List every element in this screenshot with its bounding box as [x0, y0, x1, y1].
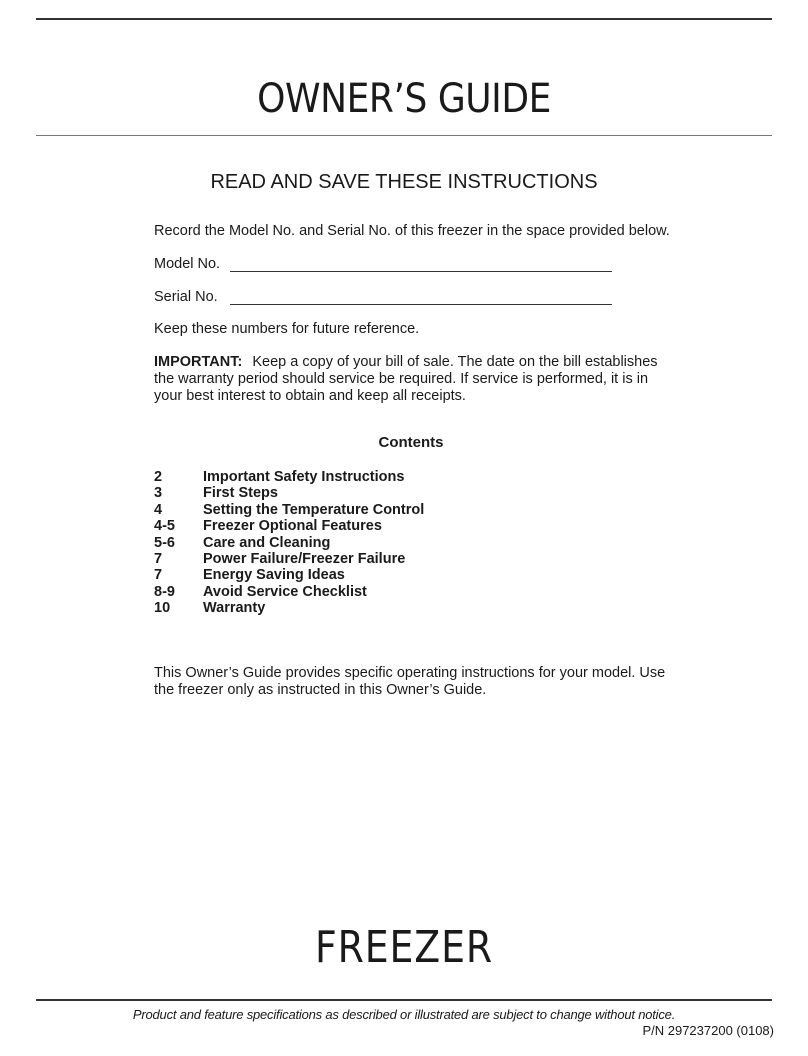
toc-title: Power Failure/Freezer Failure: [203, 550, 406, 567]
toc-title: Energy Saving Ideas: [203, 567, 345, 584]
toc-item: [154, 584, 424, 600]
toc-item: [154, 469, 424, 485]
toc-page: 7: [154, 567, 163, 584]
toc-page: 8-9: [154, 583, 175, 600]
toc-item: [154, 600, 424, 616]
toc-title: Warranty: [203, 600, 266, 617]
toc-item: [154, 485, 424, 501]
model-number-field: [154, 256, 220, 272]
contents-heading: Contents: [378, 434, 444, 451]
specifications-disclaimer: Product and feature specifications as described or illustrated are subject to change without notice.: [132, 1007, 676, 1022]
toc-item: [154, 551, 424, 567]
toc-title: Care and Cleaning: [203, 534, 331, 551]
subtitle: READ AND SAVE THESE INSTRUCTIONS: [210, 171, 598, 193]
guide-usage-note: This Owner’s Guide provides specific operating instructions for your model. Use the freezer only as instructed in this Owner’s Guide.: [154, 665, 666, 698]
toc-item: [154, 535, 424, 551]
important-label: IMPORTANT:: [154, 354, 243, 370]
keep-numbers-note: Keep these numbers for future reference.: [154, 321, 420, 337]
model-number-blank: [230, 271, 612, 272]
toc-page: 3: [154, 485, 163, 502]
part-number: P/N 297237200 (0108): [642, 1023, 774, 1038]
toc-page: 2: [154, 469, 163, 485]
toc-item: [154, 518, 424, 534]
toc-title: Freezer Optional Features: [203, 518, 382, 535]
serial-number-field: [154, 289, 218, 305]
product-name: FREEZER: [314, 922, 494, 973]
record-instructions: Record the Model No. and Serial No. of this freezer in the space provided below.: [154, 223, 670, 239]
toc-item: [154, 502, 424, 518]
page-title: OWNER’S GUIDE: [257, 76, 551, 122]
important-note: [154, 354, 674, 405]
top-rule: [36, 18, 772, 20]
toc-item: [154, 567, 424, 583]
toc-page: 4-5: [154, 518, 175, 535]
important-text: Keep a copy of your bill of sale. The date on the bill establishes the warranty period should service be required. If service is performed, it is in your best interest to obtain and keep all receipts.: [154, 354, 658, 404]
serial-number-label: Serial No.: [154, 289, 218, 305]
serial-number-blank: [230, 304, 612, 305]
toc-title: Important Safety Instructions: [203, 469, 405, 485]
toc-title: First Steps: [203, 485, 278, 502]
toc-title: Setting the Temperature Control: [203, 501, 425, 518]
toc-page: 10: [154, 600, 171, 617]
title-divider: [36, 135, 772, 136]
toc-page: 4: [154, 501, 163, 518]
table-of-contents: [154, 469, 424, 617]
toc-title: Avoid Service Checklist: [203, 583, 367, 600]
toc-page: 5-6: [154, 534, 175, 551]
toc-page: 7: [154, 550, 163, 567]
model-number-label: Model No.: [154, 256, 221, 272]
bottom-rule: [36, 999, 772, 1001]
